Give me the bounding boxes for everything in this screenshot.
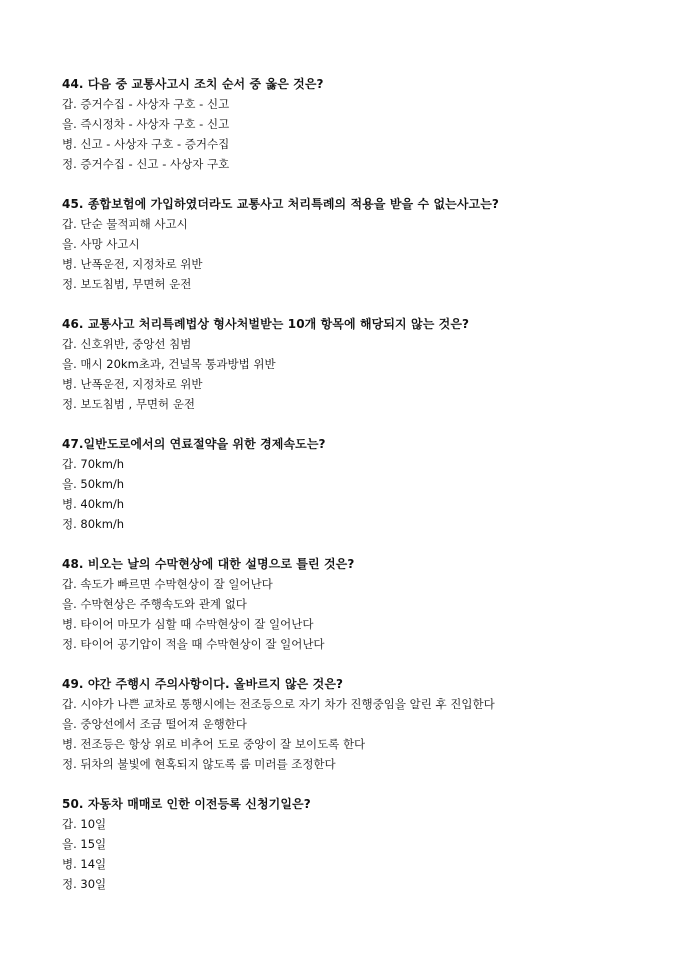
option-jeong: 정. 증거수집 - 신고 - 사상자 구호 — [62, 157, 230, 171]
question-title: 50. 자동차 매매로 인한 이전등록 신청기일은? — [62, 797, 311, 811]
option-eul: 을. 매시 20km초과, 건널목 통과방법 위반 — [62, 357, 276, 371]
question-45 — [62, 194, 662, 294]
question-title: 46. 교통사고 처리특례법상 형사처벌받는 10개 항목에 해당되지 않는 것은? — [62, 317, 470, 331]
option-eul: 을. 15일 — [62, 837, 107, 851]
option-jeong: 정. 보도침범 , 무면허 운전 — [62, 397, 196, 411]
option-gap: 갑. 단순 물적피해 사고시 — [62, 217, 188, 231]
option-eul: 을. 수막현상은 주행속도와 관계 없다 — [62, 597, 247, 611]
option-gap: 갑. 70km/h — [62, 457, 125, 471]
option-jeong: 정. 80km/h — [62, 517, 125, 531]
question-title: 45. 종합보험에 가입하였더라도 교통사고 처리특례의 적용을 받을 수 없는사고는? — [62, 197, 499, 211]
option-byeong: 병. 신고 - 사상자 구호 - 증거수집 — [62, 137, 230, 151]
question-title: 49. 야간 주행시 주의사항이다. 올바르지 않은 것은? — [62, 677, 344, 691]
question-50 — [62, 794, 662, 894]
option-eul: 을. 즉시정차 - 사상자 구호 - 신고 — [62, 117, 230, 131]
option-gap: 갑. 증거수집 - 사상자 구호 - 신고 — [62, 97, 230, 111]
question-title: 47.일반도로에서의 연료절약을 위한 경제속도는? — [62, 437, 326, 451]
question-list — [62, 74, 662, 914]
option-jeong: 정. 30일 — [62, 877, 107, 891]
question-title: 48. 비오는 날의 수막현상에 대한 설명으로 틀린 것은? — [62, 557, 355, 571]
question-48 — [62, 554, 662, 654]
option-jeong: 정. 타이어 공기압이 적을 때 수막현상이 잘 일어난다 — [62, 637, 325, 651]
option-eul: 을. 50km/h — [62, 477, 125, 491]
question-title: 44. 다음 중 교통사고시 조치 순서 중 옳은 것은? — [62, 77, 324, 91]
option-byeong: 병. 난폭운전, 지정차로 위반 — [62, 377, 203, 391]
option-gap: 갑. 신호위반, 중앙선 침범 — [62, 337, 192, 351]
option-gap: 갑. 속도가 빠르면 수막현상이 잘 일어난다 — [62, 577, 273, 591]
option-gap: 갑. 10일 — [62, 817, 107, 831]
option-byeong: 병. 40km/h — [62, 497, 125, 511]
option-eul: 을. 중앙선에서 조금 떨어져 운행한다 — [62, 717, 247, 731]
option-eul: 을. 사망 사고시 — [62, 237, 140, 251]
option-byeong: 병. 전조등은 항상 위로 비추어 도로 중앙이 잘 보이도록 한다 — [62, 737, 366, 751]
question-46 — [62, 314, 662, 414]
option-jeong: 정. 뒤차의 불빛에 현혹되지 않도록 룸 미러를 조정한다 — [62, 757, 336, 771]
question-49 — [62, 674, 662, 774]
option-byeong: 병. 타이어 마모가 심할 때 수막현상이 잘 일어난다 — [62, 617, 314, 631]
option-byeong: 병. 14일 — [62, 857, 107, 871]
option-gap: 갑. 시야가 나쁜 교차로 통행시에는 전조등으로 자기 차가 진행중임을 알린 후 진입한다 — [62, 697, 495, 711]
option-jeong: 정. 보도침범, 무면허 운전 — [62, 277, 192, 291]
option-byeong: 병. 난폭운전, 지정차로 위반 — [62, 257, 203, 271]
question-44 — [62, 74, 662, 174]
question-47 — [62, 434, 662, 534]
